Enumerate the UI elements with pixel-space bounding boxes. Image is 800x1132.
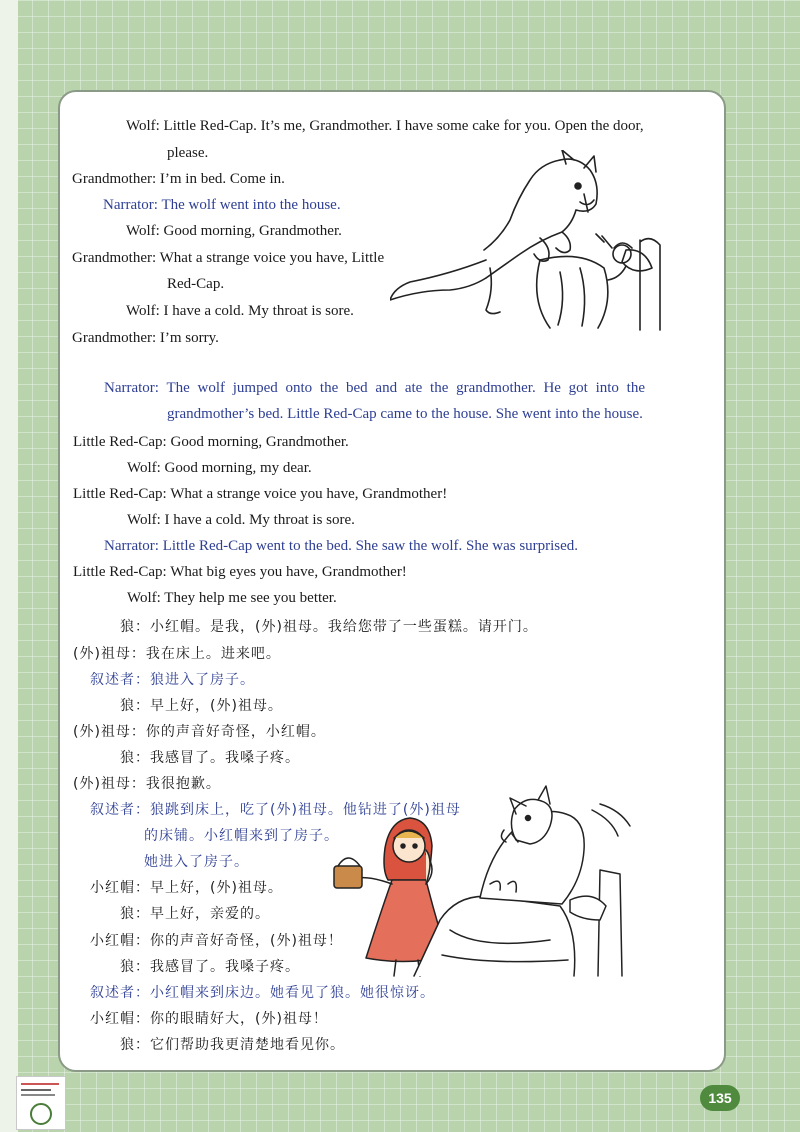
dialogue-line-zh: 狼：早上好，(外)祖母。 bbox=[120, 698, 283, 714]
narration-line-zh: 叙述者：狼跳到床上，吃了(外)祖母。他钻进了(外)祖母 bbox=[90, 802, 461, 818]
dialogue-line-en: Wolf: Good morning, my dear. bbox=[127, 460, 312, 476]
page-number: 135 bbox=[700, 1085, 740, 1111]
narration-line-zh: 叙述者：小红帽来到床边。她看见了狼。她很惊讶。 bbox=[90, 985, 435, 1001]
dialogue-line-zh: 狼：小红帽。是我，(外)祖母。我给您带了一些蛋糕。请开门。 bbox=[120, 619, 538, 635]
dialogue-line-en: Grandmother: I’m in bed. Come in. bbox=[72, 171, 285, 187]
dialogue-line-en: Grandmother: I’m sorry. bbox=[72, 330, 219, 346]
wolf-in-bed-and-red-cap-icon bbox=[330, 780, 650, 980]
dialogue-line-zh: 小红帽：早上好，(外)祖母。 bbox=[90, 880, 283, 896]
dialogue-line-en: please. bbox=[167, 145, 209, 161]
wolf-and-grandmother-icon bbox=[390, 150, 670, 335]
dialogue-line-en: Red-Cap. bbox=[167, 276, 225, 292]
narration-line-zh: 叙述者：狼进入了房子。 bbox=[90, 672, 255, 688]
dialogue-line-zh: (外)祖母：我在床上。进来吧。 bbox=[73, 646, 281, 662]
dialogue-line-zh: 小红帽：你的眼睛好大，(外)祖母！ bbox=[90, 1011, 328, 1027]
dialogue-line-en: Little Red-Cap: What big eyes you have, Grandmother! bbox=[73, 564, 407, 580]
dialogue-line-zh: 狼：我感冒了。我嗓子疼。 bbox=[120, 959, 300, 975]
dialogue-line-zh: 狼：我感冒了。我嗓子疼。 bbox=[120, 750, 300, 766]
dialogue-line-en: Wolf: Good morning, Grandmother. bbox=[126, 223, 342, 239]
dialogue-line-en: Little Red-Cap: What a strange voice you have, Grandmother! bbox=[73, 486, 448, 502]
dialogue-line-en: Wolf: Little Red-Cap. It’s me, Grandmother. I have some cake for you. Open the door, bbox=[126, 118, 644, 134]
dialogue-line-zh: 狼：早上好，亲爱的。 bbox=[120, 906, 270, 922]
dialogue-line-en: Little Red-Cap: Good morning, Grandmother. bbox=[73, 434, 349, 450]
left-margin-strip bbox=[0, 0, 18, 1132]
dialogue-line-zh: 小红帽：你的声音好奇怪，(外)祖母！ bbox=[90, 933, 343, 949]
dialogue-line-zh: (外)祖母：你的声音好奇怪，小红帽。 bbox=[73, 724, 326, 740]
library-stamp bbox=[16, 1076, 66, 1130]
narration-line-en: Narrator: Little Red-Cap went to the bed. She saw the wolf. She was surprised. bbox=[104, 538, 579, 554]
dialogue-line-en: Wolf: They help me see you better. bbox=[127, 590, 337, 606]
narration-line-zh: 的床铺。小红帽来到了房子。 bbox=[144, 828, 339, 844]
dialogue-line-zh: (外)祖母：我很抱歉。 bbox=[73, 776, 221, 792]
narration-line-zh: 她进入了房子。 bbox=[144, 854, 249, 870]
narration-line-en: Narrator: The wolf went into the house. bbox=[103, 197, 341, 213]
dialogue-line-en: Grandmother: What a strange voice you have, Little bbox=[72, 250, 385, 266]
stamp-seal-icon bbox=[30, 1103, 52, 1125]
narration-line-en: grandmother’s bed. Little Red-Cap came to the house. She went into the house. bbox=[167, 406, 643, 422]
dialogue-line-zh: 狼：它们帮助我更清楚地看见你。 bbox=[120, 1037, 345, 1053]
narration-line-en: Narrator: The wolf jumped onto the bed and ate the grandmother. He got into the bbox=[104, 380, 646, 396]
dialogue-line-en: Wolf: I have a cold. My throat is sore. bbox=[127, 512, 355, 528]
dialogue-line-en: Wolf: I have a cold. My throat is sore. bbox=[126, 303, 354, 319]
